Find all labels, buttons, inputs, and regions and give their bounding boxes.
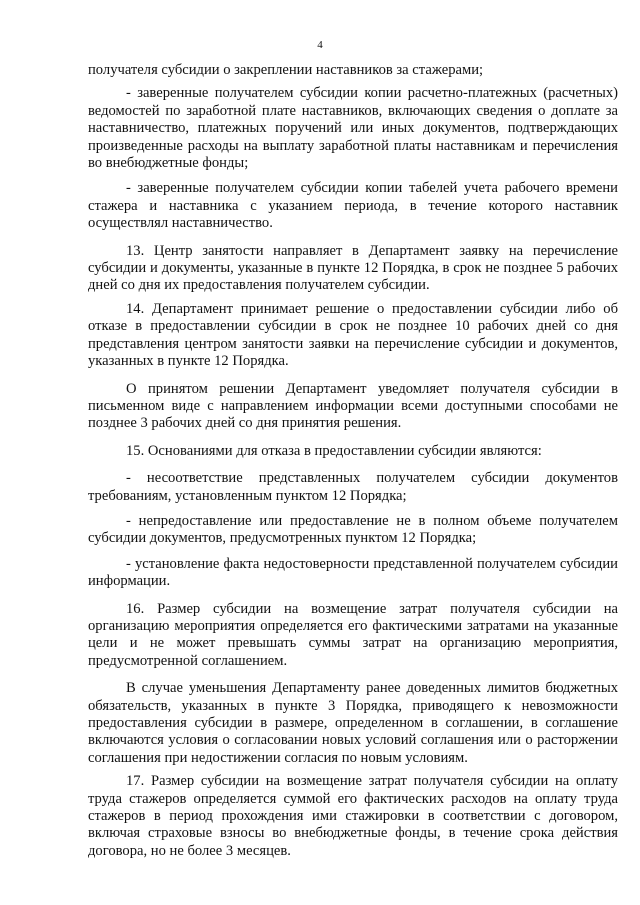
paragraph-item-13: 13. Центр занятости направляет в Департамент заявку на перечисление субсидии и документы, указанные в пункте 12 Порядка, в срок не позднее 5 рабочих дней со дня их предоставления получателем субсидии. xyxy=(88,242,618,294)
paragraph-refusal-reason-2: - непредоставление или предоставление не в полном объеме получателем субсидии документов, предусмотренных пунктом 12 Порядка; xyxy=(88,512,618,547)
paragraph-item-16: 16. Размер субсидии на возмещение затрат получателя субсидии на организацию мероприятия определяется его фактическими затратами на указанные цели и не может превышать суммы затрат на организацию мероприятия, предусмотренной соглашением. xyxy=(88,600,618,669)
paragraph-decision-notice: О принятом решении Департамент уведомляет получателя субсидии в письменном виде с направлением информации всеми доступными способами не позднее 3 рабочих дней со дня принятия решения. xyxy=(88,380,618,432)
paragraph-limits-reduction: В случае уменьшения Департаменту ранее доведенных лимитов бюджетных обязательств, указанных в пункте 3 Порядка, приводящего к невозможности предоставления субсидии в размере, определенном в соглашении, в соглашение включаются условия о согласовании новых условий соглашения или о расторжении соглашения при недостижении согласия по новым условиям. xyxy=(88,680,618,766)
document-body xyxy=(88,62,618,860)
paragraph-item-17: 17. Размер субсидии на возмещение затрат получателя субсидии на оплату труда стажеров определяется суммой его фактических расходов на оплату труда стажеров в период прохождения ими стажировки в соответствии с договором, включая страховые взносы во внебюджетные фонды, в течение срока действия договора, но не более 3 месяцев. xyxy=(88,773,618,859)
paragraph-timesheet-copies: - заверенные получателем субсидии копии табелей учета рабочего времени стажера и наставника с указанием периода, в течение которого наставник осуществлял наставничество. xyxy=(88,180,618,232)
paragraph-payroll-copies: - заверенные получателем субсидии копии расчетно-платежных (расчетных) ведомостей по заработной плате наставников, включающих сведения о доплате за наставничество, платежных поручений или иных документов, подтверждающих произведенные расходы на выплату заработной платы наставникам и перечисления во внебюджетные фонды; xyxy=(88,85,618,172)
paragraph-item-14: 14. Департамент принимает решение о предоставлении субсидии либо об отказе в предоставлении субсидии в срок не позднее 10 рабочих дней со дня представления центром занятости заявки на перечисление субсидии и документов, указанных в пункте 12 Порядка. xyxy=(88,300,618,370)
paragraph-refusal-reason-3: - установление факта недостоверности представленной получателем субсидии информации. xyxy=(88,555,618,590)
paragraph-continuation: получателя субсидии о закреплении наставников за стажерами; xyxy=(88,62,484,78)
paragraph-refusal-reason-1: - несоответствие представленных получателем субсидии документов требованиям, установленным пунктом 12 Порядка; xyxy=(88,470,618,504)
page-number: 4 xyxy=(317,39,323,51)
paragraph-item-15: 15. Основаниями для отказа в предоставлении субсидии являются: xyxy=(126,442,542,459)
